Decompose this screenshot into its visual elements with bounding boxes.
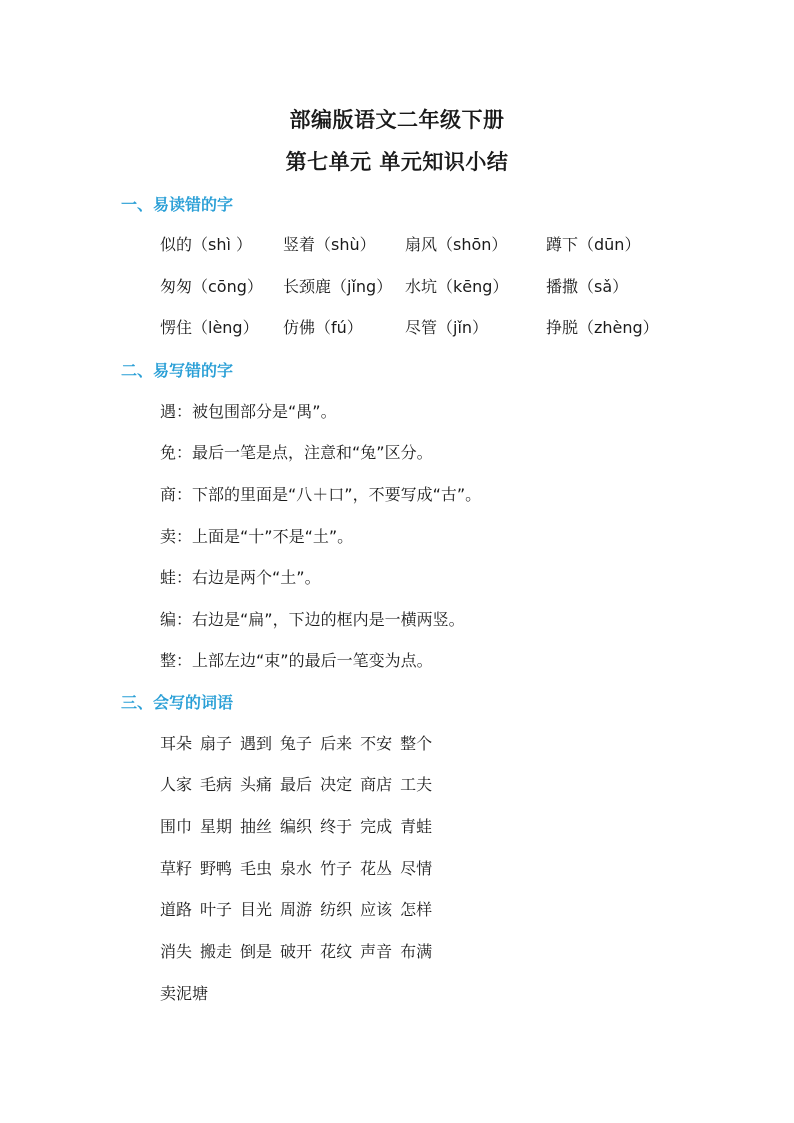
vocabulary-word: 纺织 [320, 900, 353, 919]
pinyin-item: 尽管（jǐn） [405, 318, 489, 337]
pinyin-item: 竖着（shù） [283, 235, 376, 254]
document-subtitle: 第七单元 单元知识小结 [285, 149, 509, 174]
vocabulary-word: 花纹 [320, 942, 353, 961]
vocabulary-word: 毛病 [200, 775, 233, 794]
vocabulary-word: 声音 [360, 942, 393, 961]
section-heading-misread-characters: 一、易读错的字 [121, 195, 234, 214]
pinyin-item: 蹲下（dūn） [546, 235, 641, 254]
vocabulary-word: 工夫 [400, 775, 433, 794]
writing-note: 蛙：右边是两个“土”。 [160, 568, 321, 587]
vocabulary-word: 不安 [360, 734, 393, 753]
vocabulary-word: 目光 [240, 900, 273, 919]
vocabulary-word: 倒是 [240, 942, 273, 961]
vocabulary-word: 草籽 [160, 859, 193, 878]
vocabulary-row [160, 856, 440, 879]
pinyin-item: 水坑（kēng） [405, 277, 509, 296]
vocabulary-word: 野鸭 [200, 859, 233, 878]
section-heading-miswritten-characters: 二、易写错的字 [121, 361, 234, 380]
vocabulary-word: 破开 [280, 942, 313, 961]
vocabulary-word: 围巾 [160, 817, 193, 836]
vocabulary-row [160, 814, 440, 837]
writing-note: 商：下部的里面是“八＋口”，不要写成“古”。 [160, 485, 482, 504]
vocabulary-row [160, 981, 216, 1004]
vocabulary-row [160, 772, 440, 795]
vocabulary-word: 毛虫 [240, 859, 273, 878]
writing-note: 免：最后一笔是点，注意和“兔”区分。 [160, 443, 433, 462]
vocabulary-row [160, 897, 440, 920]
pinyin-item: 似的（shì ） [160, 235, 253, 254]
vocabulary-word: 后来 [320, 734, 353, 753]
vocabulary-row [160, 939, 440, 962]
pinyin-item: 扇风（shōn） [405, 235, 508, 254]
vocabulary-word: 扇子 [200, 734, 233, 753]
vocabulary-word: 花丛 [360, 859, 393, 878]
vocabulary-word: 决定 [320, 775, 353, 794]
writing-note: 遇：被包围部分是“禺”。 [160, 402, 337, 421]
vocabulary-word: 搬走 [200, 942, 233, 961]
pinyin-item: 仿佛（fú） [283, 318, 363, 337]
vocabulary-word: 周游 [280, 900, 313, 919]
vocabulary-word: 竹子 [320, 859, 353, 878]
vocabulary-word: 青蛙 [400, 817, 433, 836]
pinyin-item: 挣脱（zhèng） [546, 318, 659, 337]
vocabulary-word: 完成 [360, 817, 393, 836]
vocabulary-word: 道路 [160, 900, 193, 919]
vocabulary-word: 星期 [200, 817, 233, 836]
vocabulary-word: 尽情 [400, 859, 433, 878]
vocabulary-row [160, 731, 440, 754]
pinyin-item: 长颈鹿（jǐng） [283, 277, 393, 296]
vocabulary-word: 人家 [160, 775, 193, 794]
vocabulary-word: 整个 [400, 734, 433, 753]
vocabulary-word: 头痛 [240, 775, 273, 794]
pinyin-item: 匆匆（cōng） [160, 277, 263, 296]
document-title: 部编版语文二年级下册 [289, 107, 505, 132]
pinyin-item: 愣住（lèng） [160, 318, 259, 337]
vocabulary-word: 应该 [360, 900, 393, 919]
writing-note: 编：右边是“扁”，下边的框内是一横两竖。 [160, 610, 465, 629]
vocabulary-word: 遇到 [240, 734, 273, 753]
vocabulary-word: 卖泥塘 [160, 984, 209, 1003]
vocabulary-word: 编织 [280, 817, 313, 836]
vocabulary-word: 耳朵 [160, 734, 193, 753]
vocabulary-word: 消失 [160, 942, 193, 961]
writing-note: 卖：上面是“十”不是“土”。 [160, 527, 354, 546]
vocabulary-word: 泉水 [280, 859, 313, 878]
vocabulary-word: 布满 [400, 942, 433, 961]
vocabulary-word: 商店 [360, 775, 393, 794]
vocabulary-word: 怎样 [400, 900, 433, 919]
vocabulary-word: 抽丝 [240, 817, 273, 836]
pinyin-item: 播撒（sǎ） [546, 277, 629, 296]
vocabulary-word: 终于 [320, 817, 353, 836]
section-heading-vocabulary: 三、会写的词语 [121, 693, 234, 712]
vocabulary-word: 叶子 [200, 900, 233, 919]
writing-note: 整：上部左边“束”的最后一笔变为点。 [160, 651, 433, 670]
vocabulary-word: 最后 [280, 775, 313, 794]
vocabulary-word: 兔子 [280, 734, 313, 753]
